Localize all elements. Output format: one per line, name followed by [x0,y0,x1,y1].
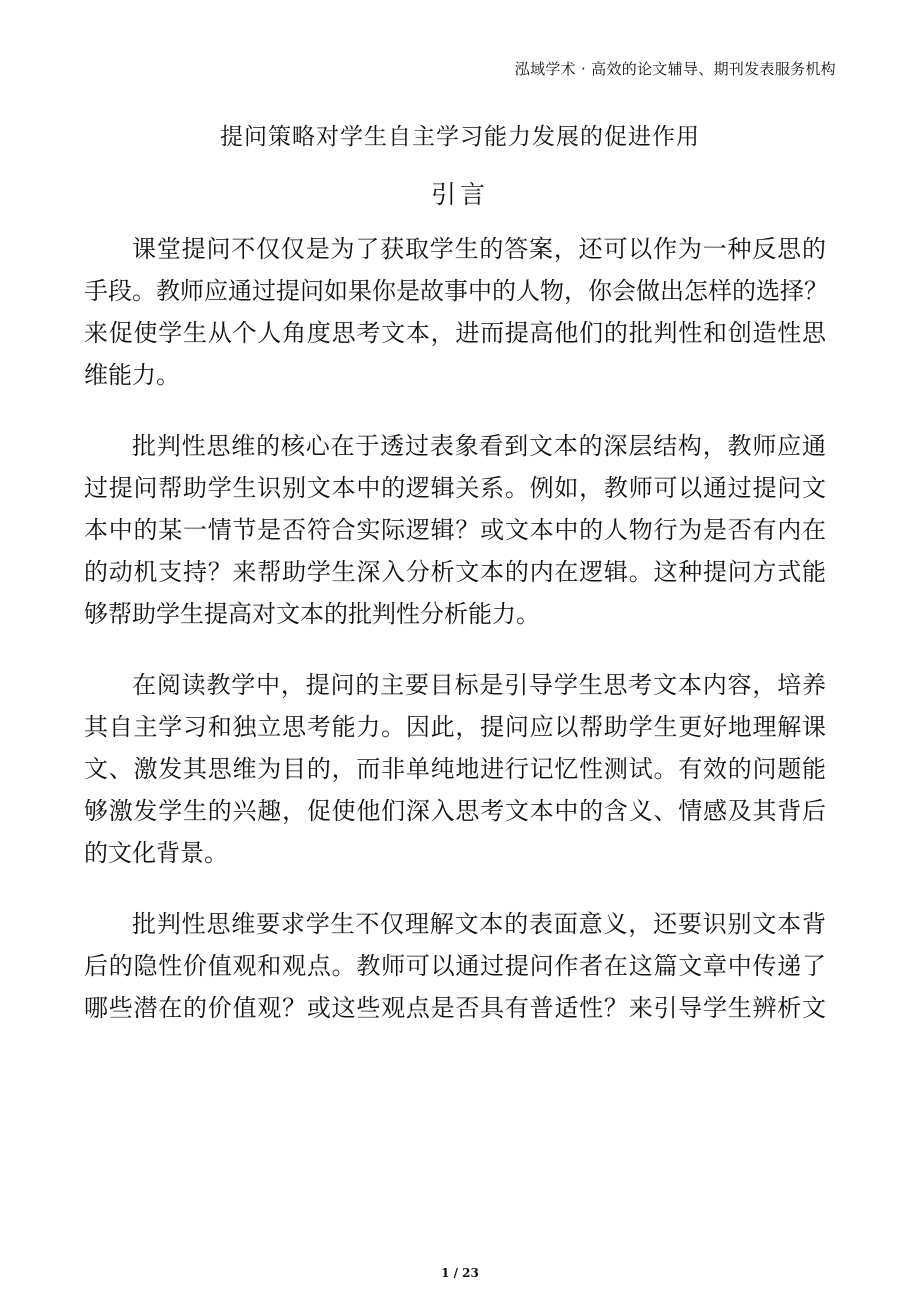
text-line: 在阅读教学中，提问的主要目标是引导学生思考文本内容，培养 [132,671,826,699]
paragraph [84,903,826,1029]
text-line: 手段。教师应通过提问如果你是故事中的人物，你会做出怎样的选择？ [84,277,828,305]
text-line: 的文化背景。 [84,839,228,867]
page-number: 1 / 23 [441,1266,479,1280]
paragraph [84,425,826,635]
text-line: 本中的某一情节是否符合实际逻辑？或文本中的人物行为是否有内在 [84,516,826,544]
text-line: 够帮助学生提高对文本的批判性分析能力。 [84,600,540,628]
text-line: 的动机支持？来帮助学生深入分析文本的内在逻辑。这种提问方式能 [84,558,826,586]
text-line: 过提问帮助学生识别文本中的逻辑关系。例如，教师可以通过提问文 [84,474,826,502]
text-line: 维能力。 [84,361,180,389]
document-body [84,228,826,1058]
document-title: 提问策略对学生自主学习能力发展的促进作用 [220,124,700,150]
text-line: 课堂提问不仅仅是为了获取学生的答案，还可以作为一种反思的 [132,235,826,263]
text-line: 哪些潜在的价值观？或这些观点是否具有普适性？来引导学生辨析文 [84,994,826,1022]
paragraph [84,664,826,874]
text-line: 来促使学生从个人角度思考文本，进而提高他们的批判性和创造性思 [84,319,826,347]
text-line: 够激发学生的兴趣，促使他们深入思考文本中的含义、情感及其背后 [84,797,826,825]
text-line: 其自主学习和独立思考能力。因此，提问应以帮助学生更好地理解课 [84,713,826,741]
text-line: 后的隐性价值观和观点。教师可以通过提问作者在这篇文章中传递了 [84,952,826,980]
paragraph [84,228,826,396]
text-line: 文、激发其思维为目的，而非单纯地进行记忆性测试。有效的问题能 [84,755,826,783]
section-heading: 引言 [430,180,489,209]
text-line: 批判性思维要求学生不仅理解文本的表面意义，还要识别文本背 [132,910,826,938]
text-line: 批判性思维的核心在于透过表象看到文本的深层结构，教师应通 [132,432,826,460]
page-header: 泓域学术 · 高效的论文辅导、期刊发表服务机构 [514,60,836,78]
